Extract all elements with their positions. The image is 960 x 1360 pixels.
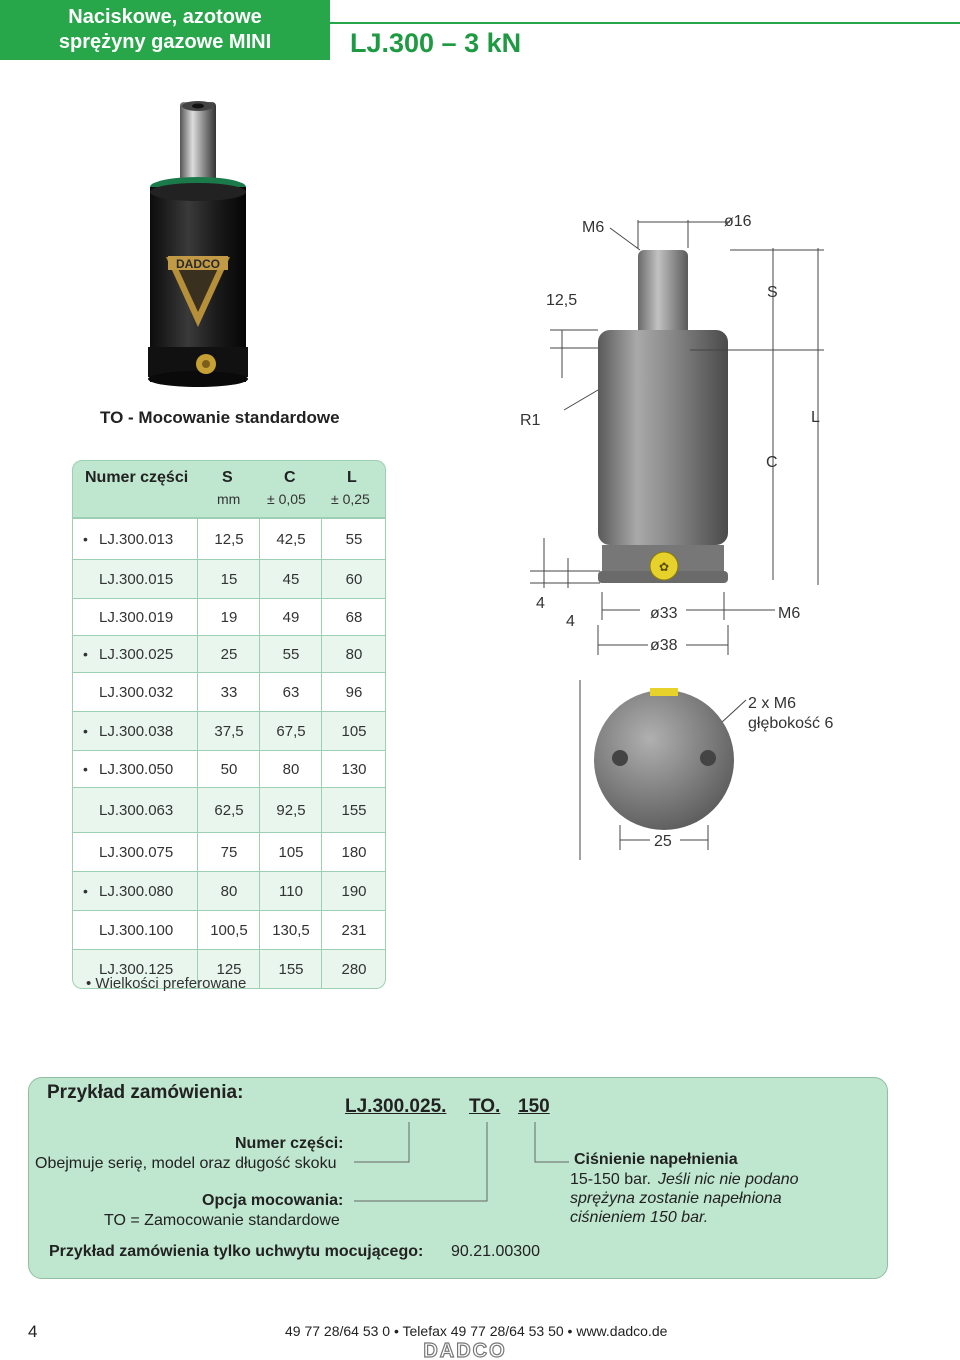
- header-c: C: [284, 469, 296, 486]
- stroke-cell: 15: [197, 560, 260, 598]
- model-title: LJ.300 – 3 kN: [350, 28, 522, 58]
- label-length: L: [811, 409, 820, 426]
- table-row: [72, 911, 386, 950]
- compressed-length-cell: 42,5: [259, 519, 322, 559]
- preferred-marker: •: [83, 531, 88, 547]
- stroke-cell: 50: [197, 751, 260, 787]
- length-cell: 155: [321, 788, 386, 832]
- order-code-part: LJ.300.025.: [345, 1096, 447, 1117]
- header-l: L: [347, 469, 357, 486]
- part-number-cell: LJ.300.100: [99, 921, 174, 939]
- label-stroke: S: [767, 284, 778, 301]
- label-dia-33: ø33: [650, 605, 678, 622]
- order-mount-desc: TO = Zamocowanie standardowe: [104, 1212, 340, 1229]
- svg-text:✿: ✿: [658, 560, 670, 574]
- label-thread-top: M6: [582, 219, 605, 236]
- length-cell: 80: [321, 636, 386, 672]
- order-pressure-note2: sprężyna zostanie napełniona: [570, 1190, 782, 1207]
- part-number-cell: LJ.300.075: [99, 843, 174, 861]
- compressed-length-cell: 130,5: [259, 911, 322, 949]
- stroke-cell: 75: [197, 833, 260, 871]
- label-thread-side: M6: [778, 605, 801, 622]
- header-part: Numer części: [85, 469, 189, 486]
- compressed-length-cell: 155: [259, 950, 322, 988]
- compressed-length-cell: 80: [259, 751, 322, 787]
- stroke-cell: 12,5: [197, 519, 260, 559]
- stroke-cell: 33: [197, 673, 260, 711]
- order-code-pressure: 150: [518, 1096, 550, 1117]
- label-holes-line1: 2 x M6: [748, 695, 797, 712]
- preferred-marker: •: [83, 723, 88, 739]
- part-number-cell: LJ.300.050: [99, 760, 174, 778]
- length-cell: 180: [321, 833, 386, 871]
- compressed-length-cell: 110: [259, 872, 322, 910]
- order-example-box: [28, 1077, 888, 1279]
- label-compressed: C: [766, 454, 778, 471]
- category-line-2: sprężyny gazowe MINI: [58, 31, 272, 53]
- order-holder-code: 90.21.00300: [451, 1243, 540, 1260]
- header-s-unit: mm: [217, 491, 241, 507]
- part-number-cell: LJ.300.019: [99, 608, 174, 626]
- compressed-length-cell: 45: [259, 560, 322, 598]
- label-hole-spacing: 25: [654, 833, 672, 850]
- stroke-cell: 125: [197, 950, 260, 988]
- table-header: [72, 460, 386, 518]
- order-code-mount: TO.: [469, 1096, 501, 1117]
- page-number: 4: [28, 1322, 38, 1341]
- header-rule: [330, 22, 960, 24]
- length-cell: 55: [321, 519, 386, 559]
- length-cell: 280: [321, 950, 386, 988]
- footer-logo-text: DADCO: [423, 1340, 507, 1360]
- table-row: [72, 636, 386, 673]
- compressed-length-cell: 49: [259, 599, 322, 635]
- table-row: [72, 599, 386, 636]
- label-12-5: 12,5: [546, 292, 578, 309]
- technical-drawing: [500, 200, 860, 860]
- header-s: S: [222, 469, 233, 486]
- preferred-marker: •: [83, 883, 88, 899]
- length-cell: 96: [321, 673, 386, 711]
- preferred-note: • Wielkości preferowane: [86, 975, 247, 992]
- order-part-desc: Obejmuje serię, model oraz długość skoku: [35, 1155, 337, 1172]
- category-banner: [0, 0, 330, 60]
- compressed-length-cell: 63: [259, 673, 322, 711]
- table-row: [72, 560, 386, 599]
- gas-spring-photo: [118, 92, 278, 392]
- compressed-length-cell: 55: [259, 636, 322, 672]
- length-cell: 105: [321, 712, 386, 750]
- label-dia-38: ø38: [650, 637, 678, 654]
- order-mount-label: Opcja mocowania:: [202, 1192, 344, 1209]
- part-number-cell: LJ.300.013: [99, 530, 174, 548]
- table-row: [72, 872, 386, 911]
- category-line-1: Naciskowe, azotowe: [68, 6, 262, 28]
- table-row: [72, 833, 386, 872]
- part-number-cell: LJ.300.038: [99, 722, 174, 740]
- part-number-cell: LJ.300.125: [99, 960, 174, 978]
- photo-brand-label: DADCO: [176, 257, 220, 271]
- stroke-cell: 25: [197, 636, 260, 672]
- order-pressure-label: Ciśnienie napełnienia: [574, 1151, 738, 1168]
- compressed-length-cell: 92,5: [259, 788, 322, 832]
- table-body: [72, 518, 386, 989]
- preferred-marker: •: [83, 761, 88, 777]
- footer-contact: 49 77 28/64 53 0 • Telefax 49 77 28/64 53 50 • www.dadco.de: [285, 1323, 668, 1339]
- table-row: [72, 751, 386, 788]
- order-holder-label: Przykład zamówienia tylko uchwytu mocującego:: [49, 1243, 424, 1260]
- length-cell: 231: [321, 911, 386, 949]
- order-title: Przykład zamówienia:: [47, 1082, 244, 1103]
- label-radius: R1: [520, 412, 541, 429]
- dadco-logo: [400, 1340, 530, 1360]
- stroke-cell: 37,5: [197, 712, 260, 750]
- mount-caption: TO - Mocowanie standardowe: [100, 408, 340, 427]
- label-holes-line2: głębokość 6: [748, 715, 834, 732]
- length-cell: 130: [321, 751, 386, 787]
- stroke-cell: 19: [197, 599, 260, 635]
- stroke-cell: 80: [197, 872, 260, 910]
- header-c-tol: ± 0,05: [267, 491, 306, 507]
- part-number-cell: LJ.300.015: [99, 570, 174, 588]
- length-cell: 60: [321, 560, 386, 598]
- header-l-tol: ± 0,25: [331, 491, 370, 507]
- stroke-cell: 62,5: [197, 788, 260, 832]
- table-row: [72, 518, 386, 560]
- order-part-label: Numer części:: [235, 1135, 344, 1152]
- compressed-length-cell: 67,5: [259, 712, 322, 750]
- length-cell: 190: [321, 872, 386, 910]
- label-rod-diameter: ø16: [724, 213, 752, 230]
- order-pressure-note3: ciśnieniem 150 bar.: [570, 1209, 709, 1226]
- order-pressure-range: 15-150 bar.: [570, 1171, 651, 1188]
- table-row: [72, 673, 386, 712]
- part-number-cell: LJ.300.032: [99, 683, 174, 701]
- length-cell: 68: [321, 599, 386, 635]
- label-4b: 4: [566, 613, 575, 630]
- table-row: [72, 712, 386, 751]
- preferred-marker: •: [83, 646, 88, 662]
- table-row: [72, 788, 386, 833]
- part-number-cell: LJ.300.063: [99, 801, 174, 819]
- part-table: [72, 460, 386, 989]
- order-pressure-note1: Jeśli nic nie podano: [658, 1171, 799, 1188]
- label-4a: 4: [536, 595, 545, 612]
- part-number-cell: LJ.300.025: [99, 645, 174, 663]
- compressed-length-cell: 105: [259, 833, 322, 871]
- stroke-cell: 100,5: [197, 911, 260, 949]
- part-number-cell: LJ.300.080: [99, 882, 174, 900]
